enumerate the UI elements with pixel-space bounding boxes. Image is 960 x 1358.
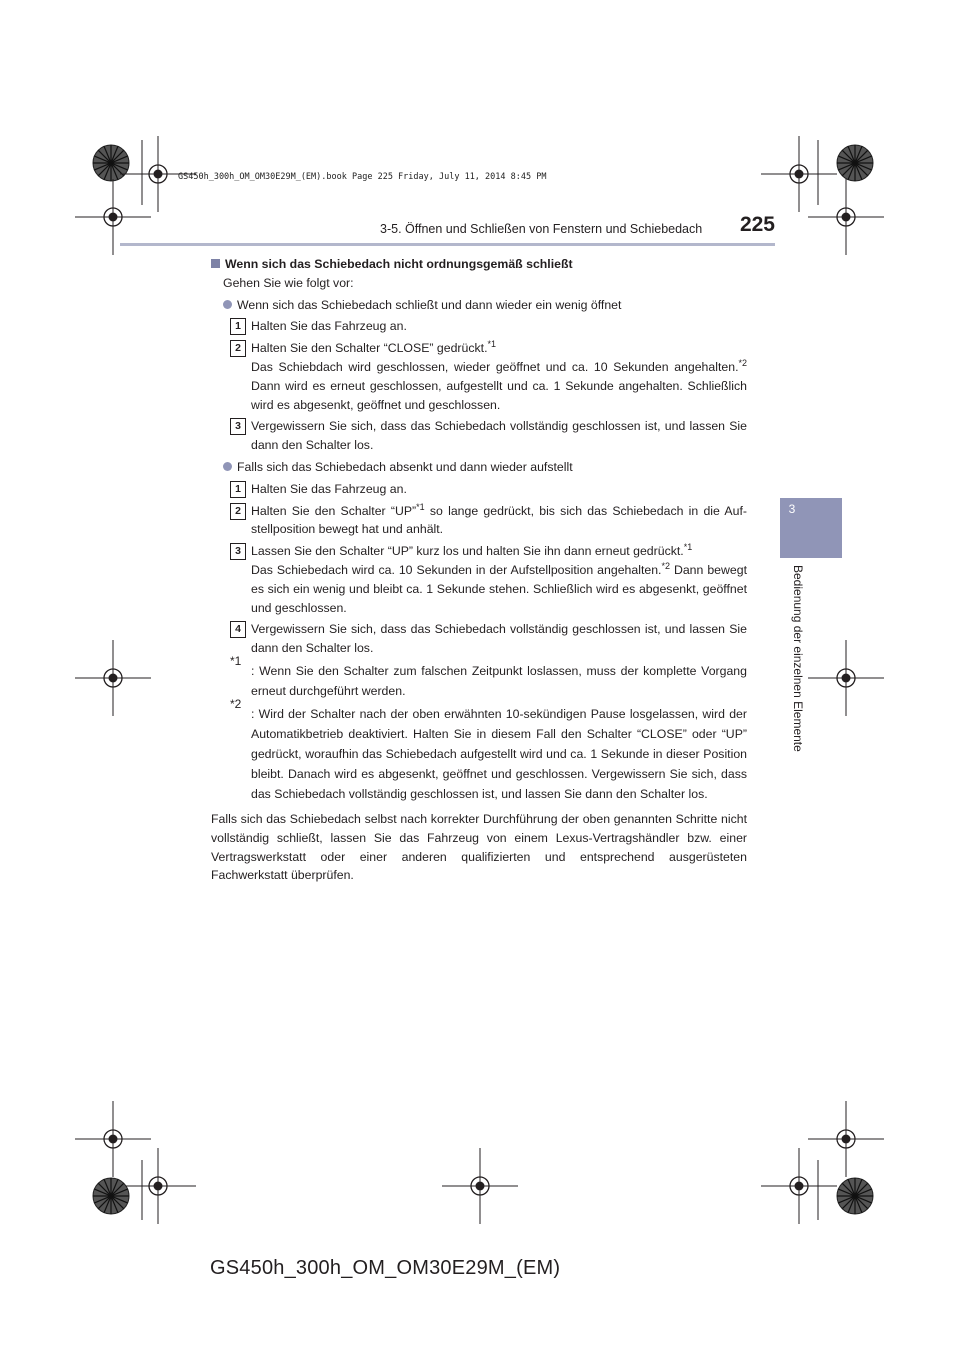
step-text: Halten Sie den Schalter “UP” — [251, 503, 417, 518]
step-text: Halten Sie das Fahrzeug an. — [251, 481, 407, 496]
footnote-ref: *1 — [683, 542, 693, 553]
step-number-box: 3 — [230, 418, 246, 435]
registration-mark-icon — [442, 1148, 518, 1224]
circle-bullet-icon — [223, 300, 232, 309]
step-number-box: 2 — [230, 340, 246, 357]
step-text: Das Schiebdach wird geschlossen, wieder geöffnet und ca. 10 Sekunden angehalten. — [251, 359, 739, 374]
step-number-box: 2 — [230, 503, 246, 520]
step-text: Halten Sie das Fahrzeug an. — [251, 319, 407, 334]
main-content — [211, 255, 747, 885]
header-rule — [120, 243, 775, 246]
step-number-box: 1 — [230, 481, 246, 498]
footnote-text: : Wenn Sie den Schalter zum falschen Zeitpunkt loslassen, muss der komplette Vorgang erneut durchgeführt werden. — [251, 663, 747, 698]
step-number-box: 3 — [230, 543, 246, 560]
intro-text: Gehen Sie wie folgt vor: — [223, 275, 354, 290]
chapter-number: 3 — [788, 502, 796, 516]
section-title: 3-5. Öffnen und Schließen von Fenstern und Schiebedach — [380, 222, 703, 236]
case2-step-4 — [211, 620, 747, 658]
footnote-ref: *1 — [487, 339, 497, 350]
footnote-1: *1 : Wenn Sie den Schalter zum falschen Zeitpunkt loslassen, muss der komplette Vorgang erneut durchgeführt werden. — [230, 653, 747, 698]
registration-mark-icon — [761, 1148, 837, 1224]
page-number: 225 — [739, 213, 775, 236]
case1-title — [211, 296, 747, 315]
registration-mark-icon — [761, 136, 837, 212]
case2-title — [211, 458, 747, 477]
chapter-tab — [780, 498, 842, 558]
footnote-ref: *2 — [661, 560, 670, 571]
case1-step-3 — [211, 417, 747, 455]
color-bar-wheel-icon — [837, 1178, 873, 1214]
footnote-ref: *2 — [738, 357, 747, 368]
step-text: Vergewissern Sie sich, dass das Schiebedach vollständig geschlossen ist, und lassen Sie dann den Schalter los. — [251, 419, 747, 453]
section-heading — [211, 255, 747, 274]
heading-text: Wenn sich das Schiebedach nicht ordnungsgemäß schließt — [225, 257, 573, 271]
registration-mark-icon — [808, 179, 884, 255]
square-bullet-icon — [211, 259, 220, 268]
registration-mark-icon — [120, 1148, 196, 1224]
step-number-box: 1 — [230, 318, 246, 335]
case2-step-1 — [211, 480, 747, 499]
step-text: Halten Sie den Schalter “CLOSE” gedrückt. — [251, 341, 488, 356]
chapter-title: Bedienung der einzelnen Elemente — [791, 565, 805, 752]
registration-mark-icon — [808, 640, 884, 716]
case2-title-text: Falls sich das Schiebedach absenkt und dann wieder aufstellt — [237, 459, 573, 474]
circle-bullet-icon — [223, 462, 232, 471]
document-code: GS450h_300h_OM_OM30E29M_(EM) — [210, 1257, 561, 1279]
step-number-box: 4 — [230, 621, 246, 638]
case1-step-2 — [211, 339, 747, 414]
case1-step-1 — [211, 317, 747, 336]
footnote-ref: *1 — [416, 501, 425, 512]
step-text: Lassen Sie den Schalter “UP” kurz los und halten Sie ihn dann erneut gedrückt. — [251, 544, 684, 559]
closing-paragraph: Falls sich das Schiebedach selbst nach korrekter Durchführung der oben genannten Schritte nicht vollständig schließt, lassen Sie das Fahrzeug von einem Lexus-Vertragshändler bzw. einer Vertragswerkstatt oder einer anderen qualifizierten und entsprechend ausgerüsteten Fachwerkstatt überprüfen. — [211, 811, 747, 883]
registration-mark-icon — [75, 1101, 151, 1177]
case1-title-text: Wenn sich das Schiebedach schließt und dann wieder ein wenig öffnet — [237, 297, 622, 312]
step-text: Dann bewegt es sich ein wenig und bleibt ca. 1 Sekunde stehen. Schließlich wird es abgesenkt, geöffnet und geschlossen. — [251, 562, 747, 615]
registration-mark-icon — [75, 640, 151, 716]
color-bar-wheel-icon — [837, 145, 873, 181]
footnote-2: *2 : Wird der Schalter nach der oben erwähnten 10-sekündigen Pause losgelassen, wird der Automatikbetrieb deaktiviert. Halten Sie in diesem Fall den Schalter “CLOSE” oder “UP” gedrückt, woraufhin das Schiebedach aufgestellt wird und ca. 1 Sekunde in dieser Position bleibt. Danach wird es abgesenkt, geöffnet und geschlossen. Vergewissern Sie sich, dass das Schiebedach vollständig geschlossen ist, und lassen Sie dann den Schalter los. — [230, 696, 747, 801]
step-text: Dann wird es erneut geschlossen, aufgestellt und ca. 1 Sekunde angehalten. Schließlich wird es abgesenkt, geöffnet und geschlossen. — [251, 378, 747, 412]
step-text: so lange gedrückt, bis sich das Schiebedach in die Auf-stellposition bewegt hat und anhält. — [251, 503, 747, 537]
color-bar-wheel-icon — [93, 1178, 129, 1214]
chapter-title-vertical — [791, 565, 811, 775]
case2-step-3 — [211, 542, 747, 617]
color-bar-wheel-icon — [93, 145, 129, 181]
registration-mark-icon — [808, 1101, 884, 1177]
footnote-text: : Wird der Schalter nach der oben erwähnten 10-sekündigen Pause losgelassen, wird der Automatikbetrieb deaktiviert. Halten Sie in diesem Fall den Schalter “CLOSE” oder “UP” gedrückt, woraufhin das Schiebedach aufgestellt wird und ca. 1 Sekunde in dieser Position bleibt. Danach wird es abgesenkt, geöffnet und geschlossen. Vergewissern Sie sich, dass das Schiebedach vollständig geschlossen ist, und lassen Sie dann den Schalter los. — [251, 706, 747, 801]
step-text: Vergewissern Sie sich, dass das Schiebedach vollständig geschlossen ist, und lassen Sie dann den Schalter los. — [251, 622, 747, 656]
step-text: Das Schiebedach wird ca. 10 Sekunden in der Aufstellposition angehalten. — [251, 562, 662, 577]
print-info-line: GS450h_300h_OM_OM30E29M_(EM).book Page 225 Friday, July 11, 2014 8:45 PM — [178, 172, 547, 182]
case2-step-2 — [211, 502, 747, 540]
